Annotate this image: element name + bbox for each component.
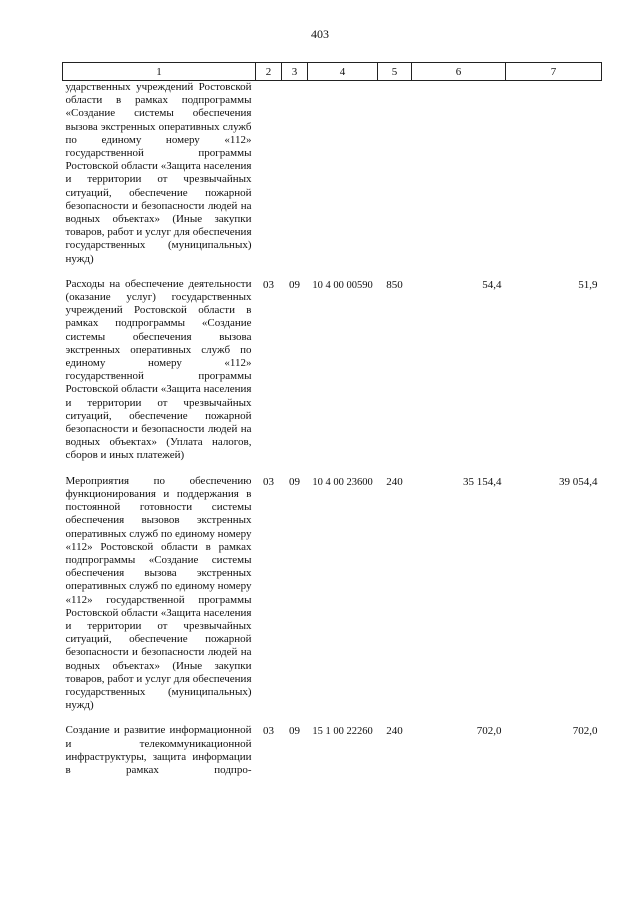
amount-year-2 <box>506 81 602 266</box>
subsection-code: 09 <box>289 475 300 488</box>
target-article-code: 10 4 00 23600 <box>312 476 373 488</box>
row-description: ударственных учреждений Ростовской области в рамках подпрограммы «Создание системы обеспечения вызова экстренных оперативных служб по единому номеру «112» государственной программы Ростовской области «Защита населения и территории от чрезвычайных ситуаций, обеспечение пожарной безопасности и безопасности людей на водных объектах» (Иные закупки товаров, работ и услуг для обеспечения государственных (муниципальных) нужд) <box>65 81 252 265</box>
column-header: 5 <box>378 63 412 81</box>
expense-type-code <box>378 81 412 266</box>
row-spacer <box>63 712 602 724</box>
section-code: 03 <box>263 475 274 488</box>
table-row <box>63 81 602 266</box>
column-header: 7 <box>506 63 602 81</box>
section-code <box>256 81 282 266</box>
column-header: 2 <box>256 63 282 81</box>
table-header-row <box>63 63 602 81</box>
page-number: 403 <box>311 27 329 41</box>
amount-year-2: 702,0 <box>572 725 598 738</box>
amount-year-1: 702,0 <box>476 725 502 738</box>
budget-table <box>62 62 602 777</box>
column-header: 6 <box>412 63 506 81</box>
amount-year-1: 35 154,4 <box>463 475 502 488</box>
section-code: 03 <box>263 725 274 738</box>
column-header: 1 <box>63 63 256 81</box>
amount-year-2: 51,9 <box>578 278 598 291</box>
row-spacer <box>63 266 602 278</box>
subsection-code: 09 <box>289 278 300 291</box>
target-article-code: 15 1 00 22260 <box>312 726 373 738</box>
amount-year-1 <box>412 81 506 266</box>
target-article-code <box>308 81 378 266</box>
column-header: 4 <box>308 63 378 81</box>
target-article-code: 10 4 00 00590 <box>312 279 373 291</box>
section-code: 03 <box>263 278 274 291</box>
subsection-code: 09 <box>289 725 300 738</box>
amount-year-1: 54,4 <box>482 278 502 291</box>
table-row <box>63 724 602 777</box>
amount-year-2: 39 054,4 <box>559 475 598 488</box>
table-row <box>63 475 602 713</box>
subsection-code <box>282 81 308 266</box>
table-row <box>63 278 602 463</box>
row-spacer <box>63 463 602 475</box>
expense-type-code: 240 <box>386 475 403 488</box>
row-description: Создание и развитие информационной и телекоммуникационной инфраструктуры, защита информации в рамках подпро- <box>65 724 252 776</box>
expense-type-code: 850 <box>386 278 403 291</box>
column-header: 3 <box>282 63 308 81</box>
row-description: Мероприятия по обеспечению функционирования и поддержания в постоянной готовности системы обеспечения вызовов экстренных оперативных служб по единому номеру «112» Ростовской области в рамках подпрограммы «Создание системы обеспечения вызова экстренных оперативных служб по единому номеру «112» государственной программы Ростовской области «Защита населения и территории от чрезвычайных ситуаций, обеспечение пожарной безопасности и безопасности людей на водных объектах» (Иные закупки товаров, работ и услуг для обеспечения государственных (муниципальных) нужд) <box>65 474 252 712</box>
row-description: Расходы на обеспечение деятельности (оказание услуг) государственных учреждений Ростовской области в рамках подпрограммы «Создание системы обеспечения вызова экстренных оперативных служб по единому номеру «112» государственной программы Ростовской области «Защита населения и территории от чрезвычайных ситуаций, обеспечение пожарной безопасности и безопасности людей на водных объектах» (Уплата налогов, сборов и иных платежей) <box>65 277 252 462</box>
expense-type-code: 240 <box>386 725 403 738</box>
